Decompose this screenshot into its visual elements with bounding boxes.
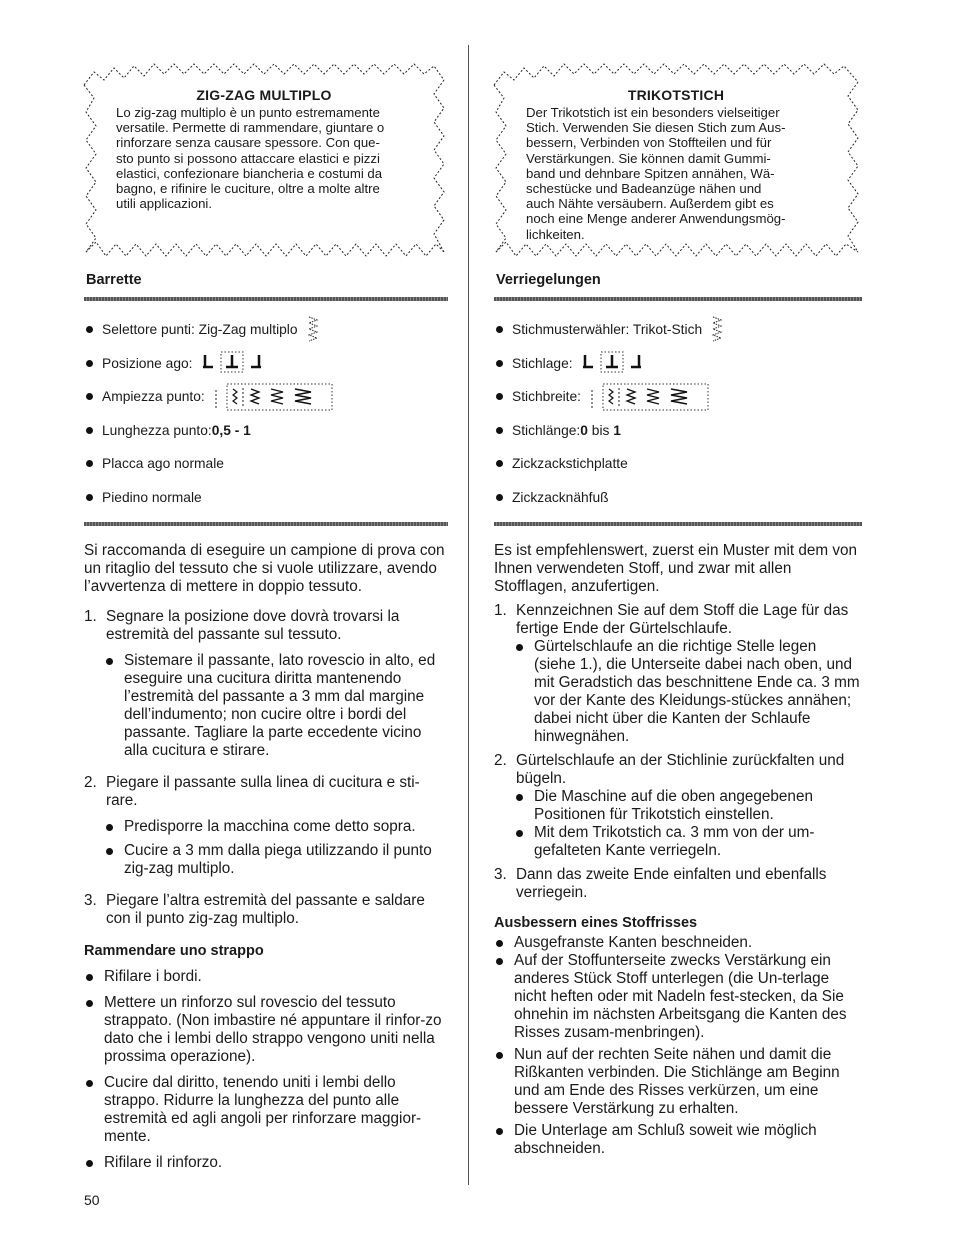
stitch-width-icon xyxy=(589,382,709,412)
box-body xyxy=(526,105,826,242)
intro-paragraph: Si raccomanda di eseguire un campione di prova con un ritaglio del tessuto che si vuole utilizzare, avendo l’avvertenza di mettere in doppio tessuto. xyxy=(84,542,445,595)
bullet-icon xyxy=(496,460,503,467)
settings-list xyxy=(496,313,862,514)
step-bullet: Predisporre la macchina come detto sopra. xyxy=(104,818,448,836)
setting-label: Stichmusterwähler: Trikot-Stich xyxy=(512,322,703,338)
step-item xyxy=(84,892,448,928)
setting-item xyxy=(496,380,862,414)
step-number: 3. xyxy=(494,866,507,883)
step-bullet: Cucire a 3 mm dalla piega utilizzando il punto zig-zag multiplo. xyxy=(104,842,448,878)
setting-item xyxy=(86,481,448,515)
box-line: Der Trikotstich ist ein besonders vielseitiger xyxy=(526,105,780,120)
needle-position-icon xyxy=(581,351,651,375)
section-title: Verriegelungen xyxy=(496,272,601,288)
setting-label: Posizione ago: xyxy=(102,355,193,371)
setting-label: Stichlage: xyxy=(512,355,573,371)
box-line: versatile. Permette di rammendare, giuntare o xyxy=(116,120,385,136)
bullet-icon xyxy=(86,460,93,467)
setting-label: Piedino normale xyxy=(102,489,202,505)
step-item xyxy=(494,866,862,902)
setting-item xyxy=(86,380,448,414)
step-text: Piegare l’altra estremità del passante e saldare con il punto zig-zag multiplo. xyxy=(106,892,425,927)
box-line: elastici, confezionare biancheria e costumi da xyxy=(116,165,383,181)
repair-item: Rifilare i bordi. xyxy=(84,968,448,986)
setting-item xyxy=(496,347,862,381)
repair-item: Auf der Stoffunterseite zwecks Verstärkung ein anderes Stück Stoff unterlegen (die Un-terlage nicht heften oder mit Nadeln fest-stecken, da Sie ohnehin im nächsten Arbeitsgang die Kanten des Risses zusam-menbringen). xyxy=(494,952,862,1042)
repair-item: Mettere un rinforzo sul rovescio del tessuto strappato. (Non imbastire né appuntare il rinfor-zo dato che i lembi dello strappo vengono uniti nella prossima operazione). xyxy=(84,994,448,1066)
setting-label: Zickzackstichplatte xyxy=(512,456,628,472)
step-text: Gürtelschlaufe an der Stichlinie zurückfalten und bügeln. xyxy=(516,752,845,787)
box-line: auch Nähte versäubern. Außerdem gibt es xyxy=(526,196,774,212)
repair-item: Cucire dal diritto, tenendo uniti i lembi dello strappo. Ridurre la lunghezza del punto alle estremità ed agli angoli per rinforzare maggior-mente. xyxy=(84,1074,448,1146)
step-text: Kennzeichnen Sie auf dem Stoff die Lage für das fertige Ende der Gürtelschlaufe. xyxy=(516,602,849,637)
instructions xyxy=(494,542,862,1158)
section-rule xyxy=(84,522,448,526)
setting-label: Lunghezza punto: xyxy=(102,422,212,438)
box-line: bagno, e rifinire le cuciture, oltre a molte altre xyxy=(116,181,380,197)
box-line: utili applicazioni. xyxy=(116,196,213,212)
step-text: Dann das zweite Ende einfalten und ebenfalls verriegein. xyxy=(516,866,827,901)
box-line: bessern, Verbinden von Stoffteilen und für xyxy=(526,135,772,151)
needle-position-icon xyxy=(201,351,271,375)
setting-item xyxy=(86,414,448,448)
section-rule xyxy=(84,297,448,301)
setting-label-tail: bis xyxy=(587,422,614,438)
box-body xyxy=(116,105,414,211)
multi-zigzag-icon xyxy=(710,315,724,345)
repair-item: Ausgefranste Kanten beschneiden. xyxy=(494,934,862,952)
step-number: 1. xyxy=(494,602,507,619)
bullet-icon xyxy=(86,326,93,333)
box-line: Verstärkungen. Sie können damit Gummi- xyxy=(526,150,771,166)
subsection-title: Rammendare uno strappo xyxy=(84,943,264,959)
box-title: ZIG-ZAG MULTIPLO xyxy=(196,87,332,103)
bullet-icon xyxy=(496,427,503,434)
step-item xyxy=(84,608,448,644)
page-number: 50 xyxy=(84,1192,100,1208)
setting-label: Zickzacknähfuß xyxy=(512,489,609,505)
step-bullet: Mit dem Trikotstich ca. 3 mm von der um-gefalteten Kante verriegeln. xyxy=(514,824,862,860)
settings-list xyxy=(86,313,448,514)
step-text: Segnare la posizione dove dovrà trovarsi la estremità del passante sul tessuto. xyxy=(106,608,400,643)
instructions xyxy=(84,542,448,1172)
step-bullet: Gürtelschlaufe an die richtige Stelle legen (siehe 1.), die Unterseite dabei nach oben, und mit Geradstich das beschnittene Ende ca. 3 mm vor der Kante des Kleidungs-stückes annähen; dabei nicht über die Kanten der Schlaufe hinwegnähen. xyxy=(514,638,862,746)
setting-label: Placca ago normale xyxy=(102,456,224,472)
box-line: Lo zig-zag multiplo è un punto estremamente xyxy=(116,105,380,120)
setting-item xyxy=(496,414,862,448)
setting-item xyxy=(86,313,448,347)
bullet-icon xyxy=(496,326,503,333)
step-bullet: Sistemare il passante, lato rovescio in alto, ed eseguire una cucitura diritta mantenendo l’estremità del passante a 3 mm dal margine dell’indumento; non cucire oltre i bordi del passante. Tagliare la parte eccedente vicino alla cucitura e stirare. xyxy=(104,652,448,760)
setting-label: Stichbreite: xyxy=(512,389,582,405)
bullet-icon xyxy=(86,393,93,400)
bullet-icon xyxy=(86,360,93,367)
setting-value: 1 xyxy=(613,422,621,438)
step-number: 2. xyxy=(84,774,97,791)
step-item xyxy=(494,602,862,638)
section-title: Barrette xyxy=(86,272,142,288)
zigzag-border-box xyxy=(490,60,862,265)
setting-label: Stichlänge: xyxy=(512,422,581,438)
box-line: lichkeiten. xyxy=(526,226,585,242)
section-rule xyxy=(494,297,862,301)
setting-item xyxy=(496,481,862,515)
step-item xyxy=(494,752,862,788)
step-item xyxy=(84,774,448,810)
step-number: 1. xyxy=(84,608,97,625)
column-divider xyxy=(468,45,469,1185)
intro-paragraph: Es ist empfehlenswert, zuerst ein Muster mit dem von Ihnen verwendeten Stoff, und zwar mit allen Stofflagen, anzufertigen. xyxy=(494,542,858,595)
box-line: schestücke und Badeanzüge nähen und xyxy=(526,181,762,197)
box-line: rinforzare senza causare spessore. Con que- xyxy=(116,135,380,151)
step-number: 2. xyxy=(494,752,507,769)
step-number: 3. xyxy=(84,892,97,909)
box-line: band und dehnbare Spitzen annähen, Wä- xyxy=(526,165,775,181)
setting-label: Selettore punti: Zig-Zag multiplo xyxy=(102,322,298,338)
box-line: Stich. Verwenden Sie diesen Stich zum Aus- xyxy=(526,120,786,136)
bullet-icon xyxy=(496,494,503,501)
stitch-width-icon xyxy=(213,382,333,412)
subsection-title: Ausbessern eines Stoffrisses xyxy=(494,915,698,931)
setting-item xyxy=(86,447,448,481)
bullet-icon xyxy=(496,393,503,400)
repair-item: Nun auf der rechten Seite nähen und damit die Rißkanten verbinden. Die Stichlänge am Beginn und am Ende des Risses verkürzen, um eine bessere Verstärkung zu erhalten. xyxy=(494,1046,862,1118)
box-line: sto punto si possono attaccare elastici e pizzi xyxy=(116,150,380,166)
setting-value: 0,5 - 1 xyxy=(211,422,251,438)
zigzag-border-box xyxy=(80,60,448,265)
setting-item xyxy=(86,347,448,381)
box-line: noch eine Menge anderer Anwendungsmög- xyxy=(526,211,786,227)
bullet-icon xyxy=(86,427,93,434)
setting-value: 0 xyxy=(580,422,588,438)
box-title: TRIKOTSTICH xyxy=(627,87,725,103)
bullet-icon xyxy=(86,494,93,501)
repair-item: Die Unterlage am Schluß soweit wie möglich abschneiden. xyxy=(494,1122,862,1158)
bullet-icon xyxy=(496,360,503,367)
setting-item xyxy=(496,313,862,347)
setting-label: Ampiezza punto: xyxy=(102,389,205,405)
multi-zigzag-icon xyxy=(306,315,320,345)
step-text: Piegare il passante sulla linea di cucitura e sti-rare. xyxy=(106,774,420,809)
step-bullet: Die Maschine auf die oben angegebenen Positionen für Trikotstich einstellen. xyxy=(514,788,862,824)
repair-item: Rifilare il rinforzo. xyxy=(84,1154,448,1172)
section-rule xyxy=(494,522,862,526)
setting-item xyxy=(496,447,862,481)
